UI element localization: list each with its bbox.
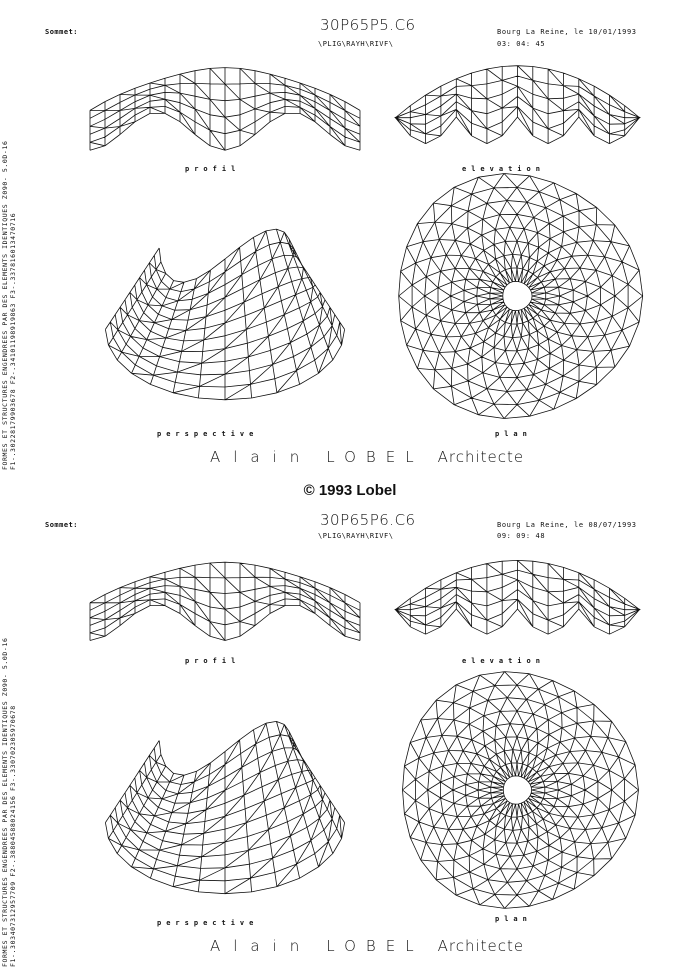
- sommet-label: Sommet:: [45, 28, 79, 36]
- side-caption: [1, 638, 17, 967]
- sommet-label: Sommet:: [45, 521, 79, 529]
- drawing-path: \PLIG\RAYH\RIVF\: [318, 40, 394, 48]
- plan-label: plan: [495, 430, 532, 438]
- drawing-sheet-2: [0, 497, 700, 967]
- side-caption-line: FORMES ET STRUCTURES ENGENDREES PAR DES ELEMENTS IDENTIQUES Z090- 5.0D-16: [1, 140, 9, 470]
- architect-first-name: Alain: [210, 937, 313, 955]
- perspective-label: perspective: [157, 430, 259, 438]
- profil-label: profil: [185, 657, 241, 665]
- perspective-view: [95, 685, 355, 907]
- perspective-view: [95, 193, 355, 413]
- drawing-time: 03: 04: 45: [497, 40, 546, 48]
- side-caption: [1, 141, 17, 470]
- side-caption-line: F1-.303407312957709 F2-.38804588024156 F3-.330702305970678: [9, 705, 17, 967]
- perspective-mesh: [105, 721, 344, 893]
- elevation-mesh: [395, 560, 640, 634]
- plan-view: [393, 670, 641, 910]
- profil-mesh: [90, 68, 360, 151]
- architect-signature: [210, 937, 524, 955]
- elevation-label: elevation: [462, 165, 545, 173]
- side-caption-line: FORMES ET STRUCTURES ENGENDREES PAR DES ELEMENTS IDENTIQUES Z090- 5.0D-16: [1, 637, 9, 967]
- place-date: Bourg La Reine, le 10/01/1993: [497, 28, 637, 36]
- architect-signature: [210, 448, 524, 466]
- perspective-label: perspective: [157, 919, 259, 927]
- elevation-mesh: [395, 66, 640, 144]
- plan-label: plan: [495, 915, 532, 923]
- architect-first-name: Alain: [210, 448, 313, 466]
- architect-role: Architecte: [437, 937, 525, 955]
- elevation-label: elevation: [462, 657, 545, 665]
- drawing-sheet-1: [0, 0, 700, 470]
- drawing-code: 30P65P5.C6: [320, 16, 416, 34]
- drawing-path: \PLIG\RAYH\RIVF\: [318, 532, 394, 540]
- copyright-caption: © 1993 Lobel: [303, 482, 397, 499]
- elevation-view: [395, 555, 640, 645]
- plan-mesh: [399, 174, 643, 419]
- architect-last-name: LOBEL: [326, 448, 424, 466]
- side-caption-line: F1-.30228179903678 F2-.34101198919863 F3-.337816013470716: [9, 212, 17, 470]
- profil-view: [90, 60, 360, 155]
- drawing-time: 09: 09: 48: [497, 532, 546, 540]
- plan-view: [393, 172, 641, 420]
- drawing-code: 30P65P6.C6: [320, 511, 416, 529]
- place-date: Bourg La Reine, le 08/07/1993: [497, 521, 637, 529]
- elevation-view: [395, 60, 640, 155]
- profil-label: profil: [185, 165, 241, 173]
- profil-view: [90, 555, 360, 645]
- architect-role: Architecte: [437, 448, 525, 466]
- perspective-mesh: [105, 229, 344, 400]
- profil-mesh: [90, 562, 360, 640]
- architect-last-name: LOBEL: [326, 937, 424, 955]
- plan-mesh: [403, 672, 639, 909]
